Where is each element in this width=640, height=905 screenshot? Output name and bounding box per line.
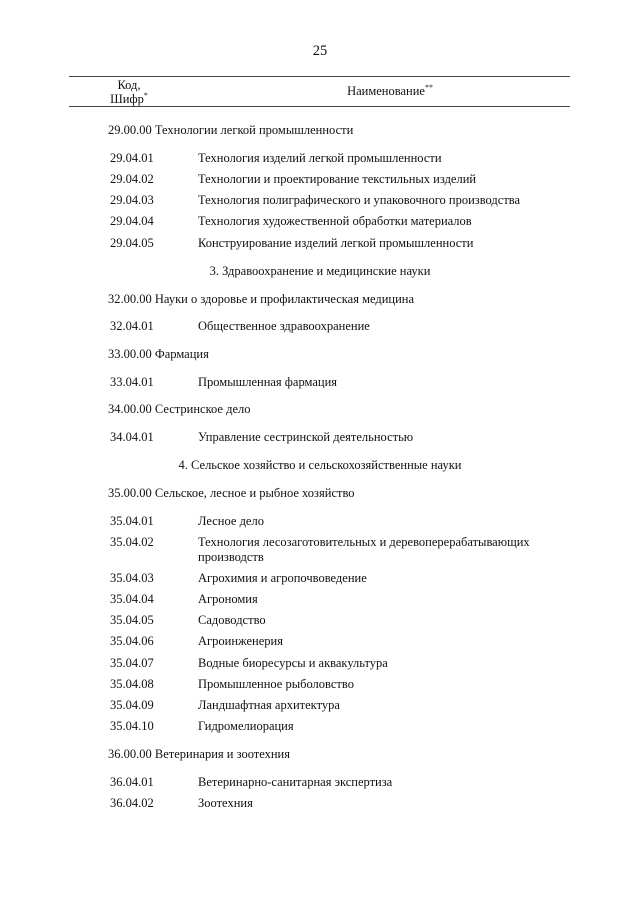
column-header-code	[98, 78, 160, 106]
row-code: 35.04.06	[110, 634, 154, 648]
row-code: 35.04.09	[110, 698, 154, 712]
row-code: 35.04.03	[110, 571, 154, 585]
row-code: 32.04.01	[110, 319, 154, 333]
row-code: 29.04.03	[110, 193, 154, 207]
row-name: Технология лесозаготовительных и деревоперерабатывающих	[198, 535, 530, 549]
row-code: 35.04.05	[110, 613, 154, 627]
row-name: Конструирование изделий легкой промышленности	[198, 236, 474, 250]
row-code: 34.04.01	[110, 430, 154, 444]
row-name: Технология изделий легкой промышленности	[198, 151, 442, 165]
row-code: 29.04.04	[110, 214, 154, 228]
row-code: 36.04.02	[110, 796, 154, 810]
column-header-code-line2: Шифр	[110, 92, 144, 106]
row-code: 36.04.01	[110, 775, 154, 789]
row-name: Общественное здравоохранение	[198, 319, 370, 333]
row-name: Промышленная фармация	[198, 375, 338, 389]
column-header-name-text: Наименование	[347, 84, 425, 98]
row-name: Агрономия	[198, 592, 258, 606]
row-code: 35.04.01	[110, 514, 154, 528]
group-heading: 33.00.00 Фармация	[108, 347, 209, 361]
row-code: 35.04.04	[110, 592, 154, 606]
row-name: Гидромелиорация	[198, 719, 294, 733]
row-code: 29.04.05	[110, 236, 154, 250]
row-name: Садоводство	[198, 613, 266, 627]
group-heading: 34.00.00 Сестринское дело	[108, 402, 251, 416]
row-code: 29.04.02	[110, 172, 154, 186]
footnote-mark-code: *	[143, 90, 148, 100]
row-code: 35.04.10	[110, 719, 154, 733]
footnote-mark-name: **	[424, 82, 433, 92]
row-name: Водные биоресурсы и аквакультура	[198, 656, 388, 670]
row-code: 35.04.08	[110, 677, 154, 691]
group-heading: 32.00.00 Науки о здоровье и профилактическая медицина	[108, 292, 415, 306]
table-top-rule	[69, 76, 570, 77]
group-heading: 35.00.00 Сельское, лесное и рыбное хозяйство	[108, 486, 355, 500]
row-code: 35.04.02	[110, 535, 154, 549]
row-name: Промышленное рыболовство	[198, 677, 354, 691]
page-number: 25	[312, 43, 328, 59]
row-name: Технологии и проектирование текстильных изделий	[198, 172, 477, 186]
row-name: Зоотехния	[198, 796, 253, 810]
section-heading: 3. Здравоохранение и медицинские науки	[209, 264, 431, 278]
row-code: 33.04.01	[110, 375, 154, 389]
row-code: 35.04.07	[110, 656, 154, 670]
row-name: Ландшафтная архитектура	[198, 698, 340, 712]
row-name: Агроинженерия	[198, 634, 283, 648]
table-header-rule	[69, 106, 570, 107]
column-header-code-line1: Код,	[117, 78, 141, 92]
row-code: 29.04.01	[110, 151, 154, 165]
row-name-continuation: производств	[198, 550, 264, 564]
section-heading: 4. Сельское хозяйство и сельскохозяйственные науки	[178, 458, 462, 472]
row-name: Ветеринарно-санитарная экспертиза	[198, 775, 393, 789]
group-heading: 29.00.00 Технологии легкой промышленности	[108, 123, 354, 137]
row-name: Агрохимия и агропочвоведение	[198, 571, 367, 585]
row-name: Технология художественной обработки материалов	[198, 214, 472, 228]
row-name: Управление сестринской деятельностью	[198, 430, 414, 444]
column-header-name	[290, 84, 490, 99]
row-name: Технология полиграфического и упаковочного производства	[198, 193, 521, 207]
group-heading: 36.00.00 Ветеринария и зоотехния	[108, 747, 291, 761]
row-name: Лесное дело	[198, 514, 264, 528]
